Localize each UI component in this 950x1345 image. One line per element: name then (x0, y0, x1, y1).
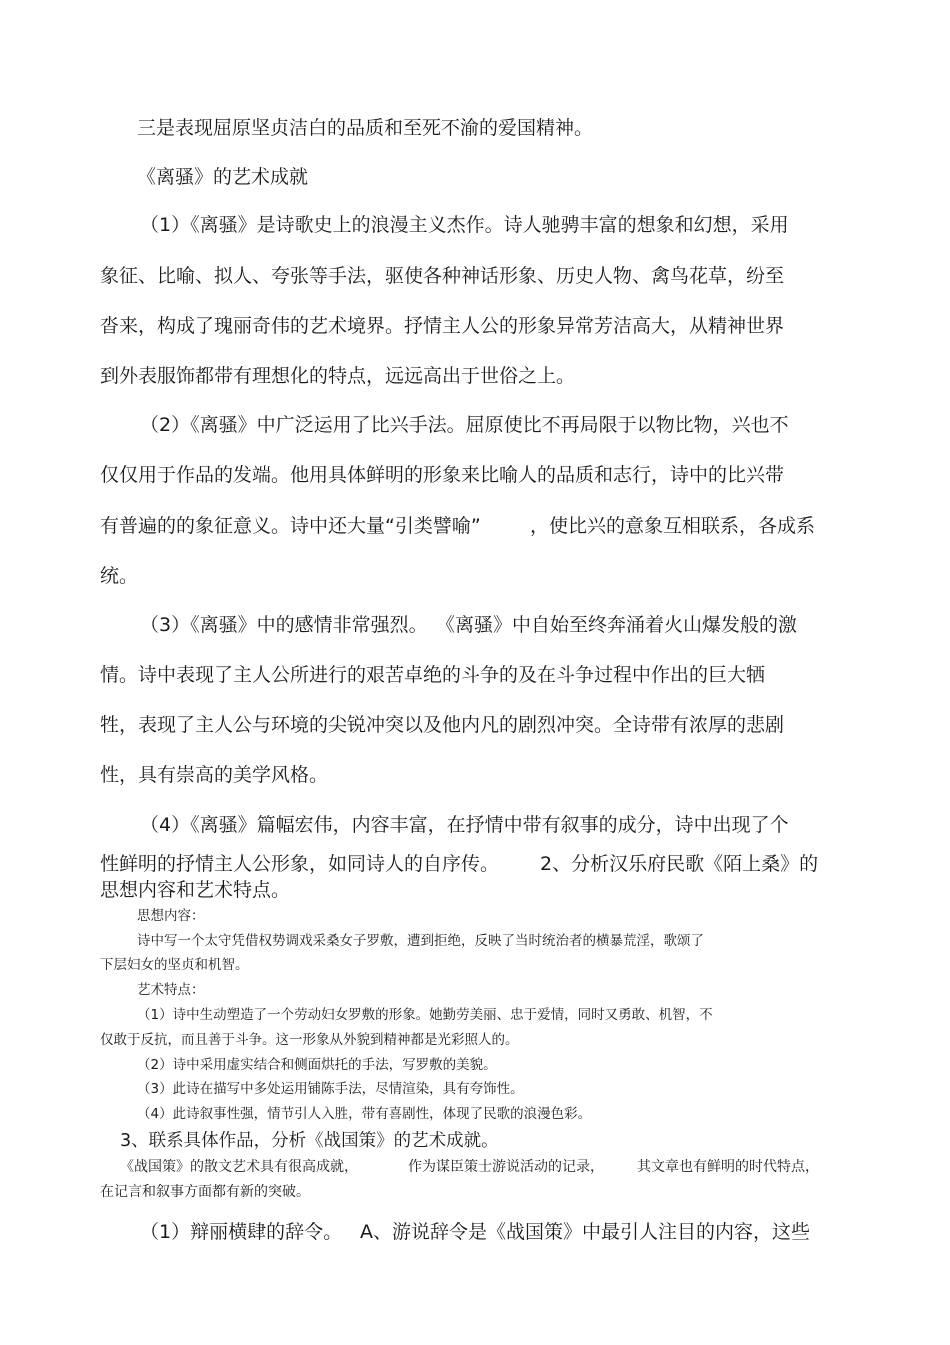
text-line: （1）《离骚》是诗歌史上的浪漫主义杰作。诗人驰骋丰富的想象和幻想，采用 (140, 214, 789, 236)
text-line: 情。诗中表现了主人公所进行的艰苦卓绝的斗争的及在斗争过程中作出的巨大牺 (100, 664, 766, 686)
text-line: （2）诗中采用虚实结合和侧面烘托的手法，写罗敷的美貌。 (137, 1057, 497, 1073)
text-line: 其文章也有鲜明的时代特点， (637, 1159, 819, 1175)
question-heading: 2、分析汉乐府民歌《陌上桑》的 (540, 853, 819, 875)
text-line: （2）《离骚》中广泛运用了比兴手法。屈原使比不再局限于以物比物，兴也不 (140, 414, 789, 436)
text-line: 仅仅用于作品的发端。他用具体鲜明的形象来比喻人的品质和志行，诗中的比兴带 (100, 464, 785, 486)
text-line: 《离骚》中自始至终奔涌着火山爆发般的激 (436, 614, 798, 636)
text-line: A、游说辞令是《战国策》中最引人注目的内容，这些 (360, 1221, 810, 1243)
sub-heading: 艺术特点： (137, 982, 205, 998)
text-line: 象征、比喻、拟人、夸张等手法，驱使各种神话形象、历史人物、禽鸟花草，纷至 (100, 265, 785, 287)
text-line: ，使比兴的意象互相联系，各成系 (530, 515, 816, 537)
text-line: 仅敢于反抗，而且善于斗争。这一形象从外貌到精神都是光彩照人的。 (100, 1032, 519, 1048)
question-heading: 思想内容和艺术特点。 (100, 879, 291, 901)
text-line: 到外表服饰都带有理想化的特点，远远高出于世俗之上。 (100, 365, 576, 387)
text-line: 三是表现屈原坚贞洁白的品质和至死不渝的爱国精神。 (137, 117, 594, 139)
text-line: 沓来，构成了瑰丽奇伟的艺术境界。抒情主人公的形象异常芳洁高大，从精神世界 (100, 315, 785, 337)
text-line: 下层妇女的坚贞和机智。 (100, 957, 249, 973)
section-heading: 《离骚》的艺术成就 (137, 166, 309, 188)
text-line: （4）《离骚》篇幅宏伟，内容丰富，在抒情中带有叙事的成分，诗中出现了个 (140, 814, 789, 836)
text-line: （4）此诗叙事性强，情节引人入胜，带有喜剧性，体现了民歌的浪漫色彩。 (137, 1106, 592, 1122)
text-line: 性，具有崇高的美学风格。 (100, 764, 329, 786)
text-line: 牲，表现了主人公与环境的尖锐冲突以及他内凡的剧烈冲突。全诗带有浓厚的悲剧 (100, 714, 785, 736)
question-heading: 3、联系具体作品，分析《战国策》的艺术成就。 (120, 1131, 499, 1151)
text-line: （1）诗中生动塑造了一个劳动妇女罗敷的形象。她勤劳美丽、忠于爱情，同时又勇敢、机智，不 (137, 1007, 713, 1023)
text-line: 性鲜明的抒情主人公形象，如同诗人的自序传。 (100, 853, 500, 875)
text-line: 作为谋臣策士游说活动的记录， (408, 1159, 604, 1175)
text-line: （3）此诗在描写中多处运用铺陈手法，尽情渲染，具有夸饰性。 (137, 1081, 524, 1097)
text-line: 统。 (100, 565, 139, 587)
text-line: 诗中写一个太守凭借权势调戏采桑女子罗敷，遭到拒绝，反映了当时统治者的横暴荒淫，歌颂了 (137, 933, 704, 949)
text-line: 在记言和叙事方面都有新的突破。 (100, 1184, 310, 1200)
text-line: 有普遍的的象征意义。诗中还大量“引类譬喻” (100, 515, 481, 537)
text-line: （3）《离骚》中的感情非常强烈。 (140, 614, 428, 636)
text-line: （1）辩丽横肆的辞令。 (140, 1221, 343, 1243)
text-line: 《战国策》的散文艺术具有很高成就， (120, 1159, 358, 1175)
sub-heading: 思想内容： (137, 908, 205, 924)
